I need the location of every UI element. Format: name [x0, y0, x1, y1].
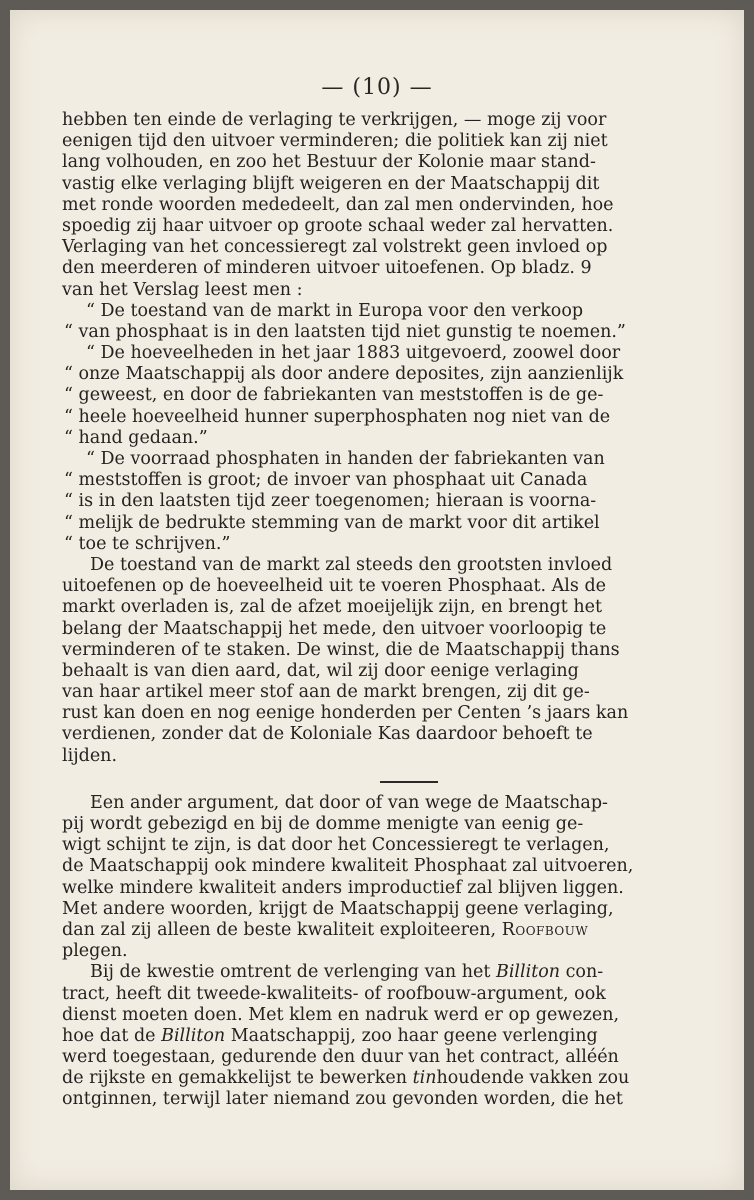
text-line: welke mindere kwaliteit anders improductief zal blijven liggen. — [62, 877, 624, 898]
text-line: met ronde woorden mededeelt, dan zal men ondervinden, hoe — [62, 194, 614, 215]
divider-rule — [380, 781, 438, 783]
paragraph-3 — [62, 793, 722, 963]
text-line: markt overladen is, zal de afzet moeijelijk zijn, en brengt het — [62, 597, 603, 618]
text-line: uitoefenen op de hoeveelheid uit te voeren Phosphaat. Als de — [62, 576, 607, 597]
text-line: verminderen of te staken. De winst, die de Maatschappij thans — [62, 639, 620, 660]
text-run: con- — [560, 962, 604, 983]
text-line: van het Verslag leest men : — [62, 279, 303, 300]
quote-line: “ geweest, en door de fabriekanten van meststoffen is de ge- — [64, 385, 604, 406]
text-line: ontginnen, terwijl later niemand zou gevonden worden, die het — [62, 1089, 623, 1110]
text-run: hoe dat de — [62, 1025, 162, 1046]
page-sheet — [10, 10, 744, 1190]
quote-line: “ heele hoeveelheid hunner superphosphaten nog niet van de — [64, 406, 611, 427]
text-run: Maatschappij, zoo haar geene verlenging — [225, 1025, 598, 1046]
text-run: dan zal zij alleen de beste kwaliteit exploiteeren, — [62, 919, 502, 940]
text-line: plegen. — [62, 941, 128, 962]
body-text — [62, 110, 722, 1111]
quote-line: “ toe te schrijven.” — [64, 533, 231, 554]
text-run: de rijkste en gemakkelijst te bewerken — [62, 1068, 413, 1089]
quote-line: “ is in den laatsten tijd zeer toegenomen; hieraan is voorna- — [64, 491, 597, 512]
quote-line: “ De voorraad phosphaten in handen der fabriekanten van — [86, 449, 605, 469]
text-line: den meerderen of minderen uitvoer uitoefenen. Op bladz. 9 — [62, 258, 592, 279]
text-line: pij wordt gebezigd en bij de domme menigte van eenig ge- — [62, 814, 584, 834]
text-line: dienst moeten doen. Met klem en nadruk werd er op gewezen, — [62, 1004, 620, 1025]
text-line: behaalt is van dien aard, dat, wil zij door eenige verlaging — [62, 660, 579, 681]
section-divider — [62, 767, 722, 793]
text-line: Verlaging van het concessieregt zal volstrekt geen invloed op — [62, 237, 608, 258]
text-run: houdende vakken zou — [436, 1068, 630, 1089]
text-line: lijden. — [62, 745, 118, 766]
smallcaps-term: Roofbouw — [501, 919, 589, 940]
paragraph-2 — [62, 555, 722, 767]
quote-line: “ meststoffen is groot; de invoer van phosphaat uit Canada — [64, 470, 588, 491]
text-line — [62, 920, 722, 941]
italic-term: Billiton — [495, 962, 561, 983]
text-line — [62, 962, 722, 983]
text-line: de Maatschappij ook mindere kwaliteit Phosphaat zal uitvoeren, — [62, 856, 634, 877]
text-line: wigt schijnt te zijn, is dat door het Concessieregt te verlagen, — [62, 835, 610, 856]
text-line: eenigen tijd den uitvoer verminderen; die politiek kan zij niet — [62, 131, 608, 152]
text-line: verdienen, zonder dat de Koloniale Kas daardoor behoeft te — [62, 724, 593, 745]
text-run: Bij de kwestie omtrent de verlenging van het — [90, 962, 496, 983]
page-number: — (10) — — [321, 75, 433, 100]
text-line: werd toegestaan, gedurende den duur van het contract, alléén — [62, 1047, 619, 1068]
quoted-report — [62, 301, 722, 555]
text-line: lang volhouden, en zoo het Bestuur der Kolonie maar stand- — [62, 152, 596, 173]
quote-line: “ onze Maatschappij als door andere deposites, zijn aanzienlijk — [64, 364, 624, 385]
italic-term: Billiton — [161, 1025, 226, 1046]
quote-line: “ van phosphaat is in den laatsten tijd niet gunstig te noemen.” — [64, 321, 626, 342]
quote-line: “ De toestand van de markt in Europa voor den verkoop — [86, 300, 584, 321]
text-line: rust kan doen en nog eenige honderden per Centen ’s jaars kan — [62, 703, 629, 724]
text-line: De toestand van de markt zal steeds den grootsten invloed — [90, 554, 613, 575]
quote-line: “ hand gedaan.” — [64, 427, 208, 448]
text-line: tract, heeft dit tweede-kwaliteits- of roofbouw-argument, ook — [62, 983, 606, 1004]
quote-line: “ melijk de bedrukte stemming van de markt voor dit artikel — [64, 512, 600, 533]
text-line: vastig elke verlaging blijft weigeren en der Maatschappij dit — [62, 173, 600, 194]
paragraph-4 — [62, 962, 722, 1110]
text-line — [62, 1068, 722, 1089]
text-line: spoedig zij haar uitvoer op groote schaal weder zal hervatten. — [62, 215, 614, 236]
text-line: Een ander argument, dat door of van wege de Maatschap- — [90, 792, 608, 813]
italic-term: tin — [412, 1068, 437, 1089]
text-line: van haar artikel meer stof aan de markt brengen, zij dit ge- — [62, 682, 590, 703]
quote-line: “ De hoeveelheden in het jaar 1883 uitgevoerd, zoowel door — [86, 343, 621, 364]
text-line: hebben ten einde de verlaging te verkrijgen, — moge zij voor — [62, 110, 607, 130]
text-line: belang der Maatschappij het mede, den uitvoer voorloopig te — [62, 618, 607, 639]
text-line — [62, 1026, 722, 1047]
paragraph-1 — [62, 110, 722, 301]
text-line: Met andere woorden, krijgt de Maatschappij geene verlaging, — [62, 898, 614, 919]
